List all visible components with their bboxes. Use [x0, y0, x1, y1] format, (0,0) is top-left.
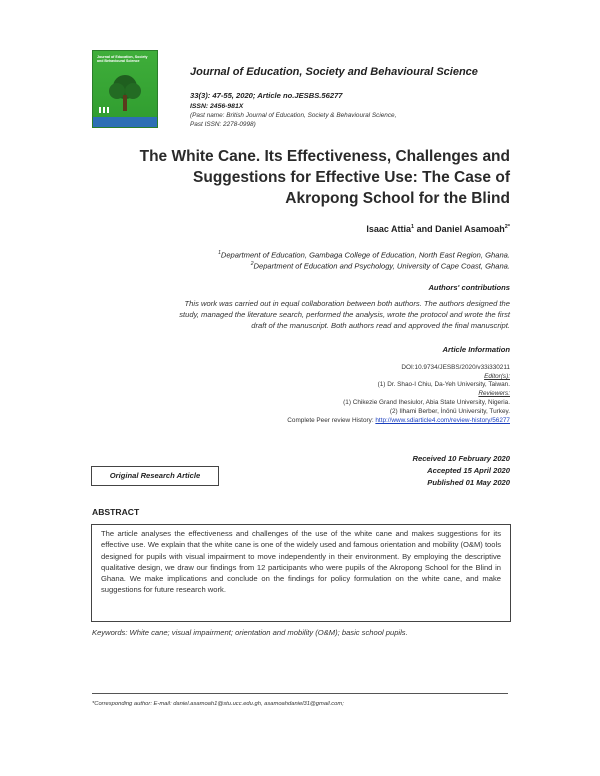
contrib-line: This work was carried out in equal collaboration between both authors. The authors designed the: [184, 299, 510, 308]
paper-title: [92, 146, 510, 209]
affiliation-1: [218, 250, 510, 260]
title-line: Suggestions for Effective Use: The Case of: [193, 169, 510, 186]
reviewer-entry: (1) Chikezie Grand Ihesiulor, Abia State University, Nigeria.: [343, 399, 510, 406]
author-name: Isaac Attia: [366, 224, 412, 234]
reviewers-label: Reviewers:: [478, 390, 510, 397]
article-info-heading: Article Information: [442, 345, 510, 354]
contrib-line: study, managed the literature search, performed the analysis, wrote the protocol and wrote the first: [179, 310, 510, 319]
affil-mark: 2: [250, 261, 254, 267]
abstract-box: The article analyses the effectiveness and challenges of the use of the white cane and makes suggestions for its effective use. We explain that the white cane is one of the widely used and famous orientation and mobility (O&M) tools designed for pupils with visual impairment to move independently in their environment. By employing the descriptive qualitative design, we draw our findings from 12 participants who were pupils of the Akropong School for the Blind in Ghana. We make implications and conclude on the findings for policy formulation on the white cane, and make suggestions for future research work.: [91, 524, 511, 622]
editors-label: Editor(s):: [484, 373, 510, 380]
review-history-link[interactable]: http://www.sdiarticle4.com/review-history/56277: [375, 417, 510, 424]
affil-text: Department of Education, Gambaga College of Education, North East Region, Ghana.: [220, 250, 510, 260]
keywords: Keywords: White cane; visual impairment; orientation and mobility (O&M); basic school pupils.: [92, 628, 408, 637]
issn: ISSN: 2456-981X: [190, 103, 244, 110]
author-affil-mark: 1: [411, 224, 415, 230]
editor-entry: (1) Dr. Shao-I Chiu, Da-Yeh University, Taiwan.: [377, 381, 510, 388]
author-affil-mark: 2*: [504, 224, 510, 230]
corresponding-author-footnote: *Corresponding author: E-mail: daniel.asamoah1@stu.ucc.edu.gh, asamoahdaniel31@gmail.com;: [92, 701, 344, 707]
cover-title: Journal of Education, Society and Behavioural Science: [97, 55, 148, 64]
issue-info: 33(3): 47-55, 2020; Article no.JESBS.56277: [190, 91, 343, 100]
tree-illustration: [93, 51, 157, 127]
journal-name: Journal of Education, Society and Behavioural Science: [190, 66, 478, 78]
abstract-heading: ABSTRACT: [92, 507, 140, 517]
contributions-heading: Authors' contributions: [428, 283, 510, 292]
title-line: The White Cane. Its Effectiveness, Challenges and: [139, 148, 510, 165]
footnote-divider: [92, 693, 508, 694]
contrib-line: draft of the manuscript. Both authors read and approved the final manuscript.: [251, 321, 510, 330]
published-date: Published 01 May 2020: [427, 478, 510, 487]
past-issn: Past ISSN: 2278-0998): [190, 121, 256, 128]
accepted-date: Accepted 15 April 2020: [427, 466, 510, 475]
affil-text: Department of Education and Psychology, University of Cape Coast, Ghana.: [253, 261, 510, 271]
contributions-text: [92, 298, 510, 331]
review-history: [287, 417, 510, 424]
doi: DOI:10.9734/JESBS/2020/v33i330211: [401, 364, 510, 371]
affil-mark: 1: [218, 250, 221, 256]
author-name: Daniel Asamoah: [435, 224, 505, 234]
affiliation-2: [251, 261, 510, 271]
reviewer-entry: (2) Ilhami Berber, İnönü University, Turkey.: [389, 408, 510, 415]
cover-footer-band: [93, 117, 157, 127]
title-line: Akropong School for the Blind: [285, 190, 510, 207]
article-type-badge: Original Research Article: [91, 466, 219, 486]
past-name: (Past name: British Journal of Education, Society & Behavioural Science,: [190, 112, 397, 119]
journal-cover-image: [92, 50, 158, 128]
author-separator: and: [414, 224, 436, 234]
author-list: [366, 224, 510, 234]
received-date: Received 10 February 2020: [412, 454, 510, 463]
review-history-label: Complete Peer review History:: [287, 417, 376, 424]
